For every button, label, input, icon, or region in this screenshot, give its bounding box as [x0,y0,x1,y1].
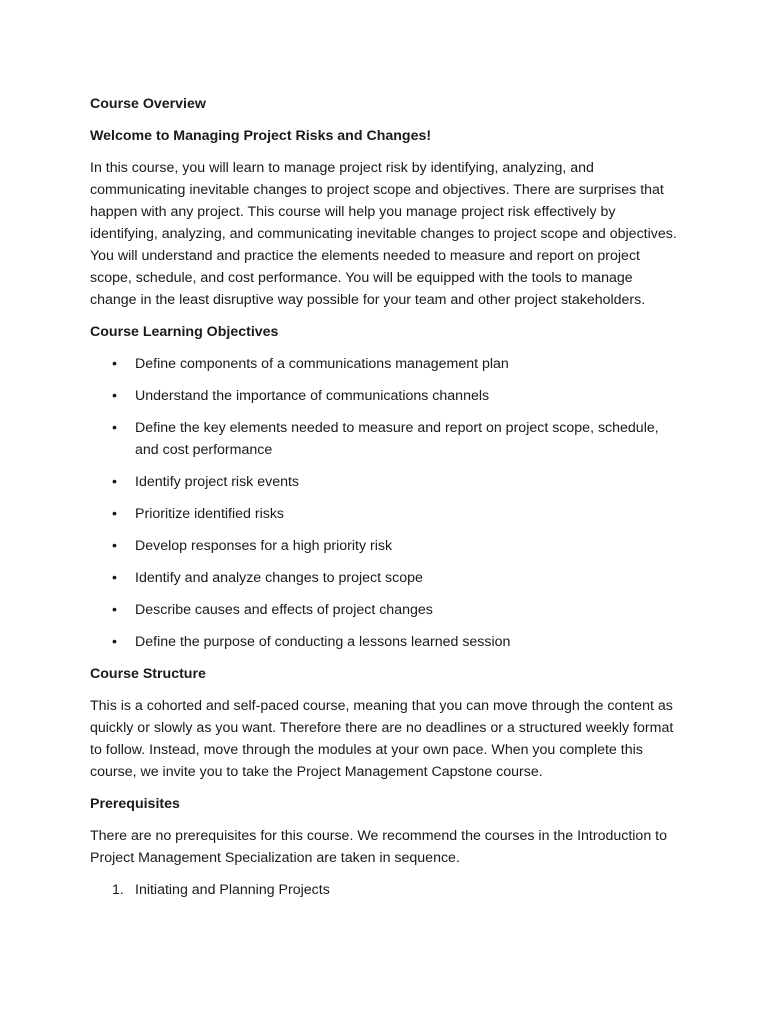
course-overview-heading: Course Overview [90,96,206,112]
objective-item [90,503,682,525]
course-structure-heading: Course Structure [90,666,206,682]
objective-text: Describe causes and effects of project changes [135,602,433,618]
prerequisites-heading: Prerequisites [90,796,180,812]
prerequisite-course-text: Initiating and Planning Projects [135,882,330,898]
objective-text: Identify and analyze changes to project scope [135,570,423,586]
objective-text: Understand the importance of communications channels [135,388,490,404]
welcome-heading: Welcome to Managing Project Risks and Changes! [90,128,432,144]
bullet-icon: • [112,506,117,522]
bullet-icon: • [112,356,117,372]
document-page [90,93,682,901]
learning-objectives-list [90,353,682,653]
bullet-icon: • [112,570,117,586]
objective-item [90,535,682,557]
objective-item [90,631,682,653]
objective-text: Define components of a communications management plan [135,356,509,372]
bullet-icon: • [112,474,117,490]
objective-item [90,385,682,407]
objective-text: Prioritize identified risks [135,506,285,522]
structure-paragraph: This is a cohorted and self-paced course, meaning that you can move through the content as quickly or slowly as you want. Therefore there are no deadlines or a structured weekly format to follow. Instead, move through the modules at your own pace. When you complete this course, we invite you to take the Project Management Capstone course. [90,698,674,780]
objective-item [90,417,682,461]
prerequisites-paragraph: There are no prerequisites for this course. We recommend the courses in the Introduction to Project Management Specialization are taken in sequence. [90,828,667,866]
objective-text: Identify project risk events [135,474,300,490]
bullet-icon: • [112,420,117,436]
bullet-icon: • [112,602,117,618]
learning-objectives-heading: Course Learning Objectives [90,324,279,340]
objective-item [90,599,682,621]
prerequisite-course-item [90,879,682,901]
list-number: 1. [112,882,124,898]
objective-item [90,353,682,375]
bullet-icon: • [112,388,117,404]
bullet-icon: • [112,538,117,554]
objective-text: Develop responses for a high priority risk [135,538,393,554]
objective-item [90,471,682,493]
prerequisite-course-list [90,879,682,901]
objective-text: Define the purpose of conducting a lessons learned session [135,634,511,650]
bullet-icon: • [112,634,117,650]
intro-paragraph: In this course, you will learn to manage project risk by identifying, analyzing, and communicating inevitable changes to project scope and objectives. There are surprises that happen with any project. This course will help you manage project risk effectively by identifying, analyzing, and communicating inevitable changes to project scope and objectives. You will understand and practice the elements needed to measure and report on project scope, schedule, and cost performance. You will be equipped with the tools to manage change in the least disruptive way possible for your team and other project stakeholders. [90,160,677,308]
objective-text: Define the key elements needed to measure and report on project scope, schedule, and cost performance [135,420,659,458]
objective-item [90,567,682,589]
